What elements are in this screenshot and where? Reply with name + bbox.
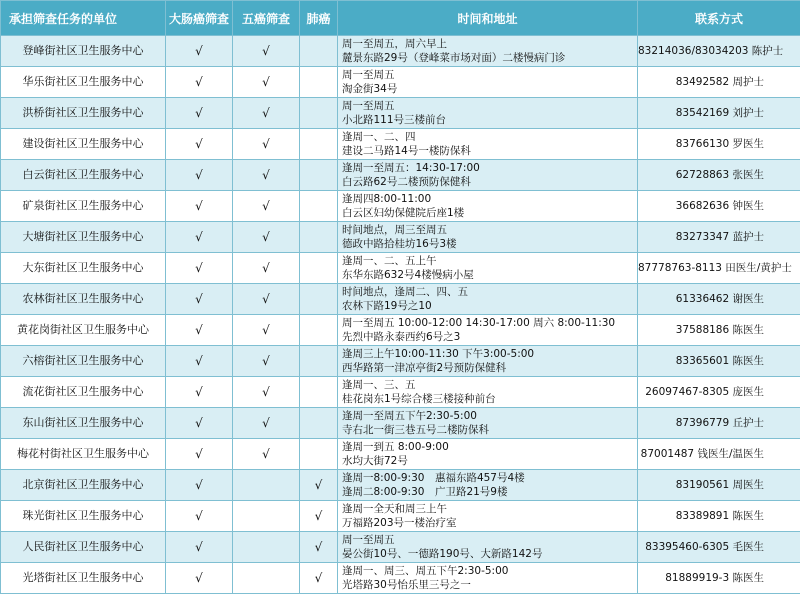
unit-name: 东山街社区卫生服务中心 bbox=[1, 408, 166, 439]
header-contact: 联系方式 bbox=[638, 1, 800, 36]
contact-info: 83492582 周护士 bbox=[638, 67, 800, 98]
address-text: 万福路203号一楼治疗室 bbox=[342, 517, 457, 529]
time-address-cell bbox=[338, 470, 638, 501]
time-address-cell bbox=[338, 563, 638, 594]
unit-name: 矿泉街社区卫生服务中心 bbox=[1, 191, 166, 222]
lung-check bbox=[300, 191, 338, 222]
time-address-cell bbox=[338, 284, 638, 315]
five-cancer-check bbox=[233, 532, 300, 563]
time-address-cell bbox=[338, 439, 638, 470]
five-cancer-check bbox=[233, 501, 300, 532]
five-cancer-check: √ bbox=[233, 315, 300, 346]
schedule-text: 时间地点，周三至周五 bbox=[342, 224, 447, 236]
contact-info: 83190561 周医生 bbox=[638, 470, 800, 501]
lung-check bbox=[300, 439, 338, 470]
contact-info: 83389891 陈医生 bbox=[638, 501, 800, 532]
unit-name: 光塔街社区卫生服务中心 bbox=[1, 563, 166, 594]
five-cancer-check: √ bbox=[233, 222, 300, 253]
header-five-cancer: 五癌筛查 bbox=[233, 1, 300, 36]
colorectal-check: √ bbox=[166, 222, 233, 253]
lung-check: √ bbox=[300, 470, 338, 501]
address-text: 白云区妇幼保健院后座1楼 bbox=[342, 207, 465, 219]
lung-check bbox=[300, 253, 338, 284]
schedule-text: 逢周一到五 8:00-9:00 bbox=[342, 441, 449, 453]
lung-check: √ bbox=[300, 501, 338, 532]
five-cancer-check: √ bbox=[233, 98, 300, 129]
time-address-cell bbox=[338, 501, 638, 532]
colorectal-check: √ bbox=[166, 346, 233, 377]
address-text: 西华路第一津凉亭街2号预防保健科 bbox=[342, 362, 507, 374]
colorectal-check: √ bbox=[166, 470, 233, 501]
schedule-text: 逢周一至周五：14:30-17:00 bbox=[342, 162, 480, 174]
five-cancer-check: √ bbox=[233, 253, 300, 284]
unit-name: 农林街社区卫生服务中心 bbox=[1, 284, 166, 315]
address-text: 德政中路拾桂坊16号3楼 bbox=[342, 238, 457, 250]
time-address-cell bbox=[338, 67, 638, 98]
unit-name: 大东街社区卫生服务中心 bbox=[1, 253, 166, 284]
colorectal-check: √ bbox=[166, 439, 233, 470]
colorectal-check: √ bbox=[166, 501, 233, 532]
table-row bbox=[1, 563, 800, 594]
lung-check bbox=[300, 222, 338, 253]
table-body bbox=[1, 36, 800, 594]
contact-info: 83214036/83034203 陈护士 bbox=[638, 36, 800, 67]
address-text: 建设二马路14号一楼防保科 bbox=[342, 145, 471, 157]
unit-name: 人民街社区卫生服务中心 bbox=[1, 532, 166, 563]
five-cancer-check: √ bbox=[233, 160, 300, 191]
table-row bbox=[1, 129, 800, 160]
colorectal-check: √ bbox=[166, 67, 233, 98]
schedule-text: 逢周一、周三、周五下午2:30-5:00 bbox=[342, 565, 509, 577]
contact-info: 87778763-8113 田医生/黄护士 bbox=[638, 253, 800, 284]
unit-name: 建设街社区卫生服务中心 bbox=[1, 129, 166, 160]
colorectal-check: √ bbox=[166, 36, 233, 67]
header-unit: 承担筛查任务的单位 bbox=[1, 1, 166, 36]
address-text: 小北路111号三楼前台 bbox=[342, 114, 447, 126]
address-text: 先烈中路永泰西约6号之3 bbox=[342, 331, 461, 343]
time-address-cell bbox=[338, 129, 638, 160]
colorectal-check: √ bbox=[166, 284, 233, 315]
contact-info: 83542169 刘护士 bbox=[638, 98, 800, 129]
colorectal-check: √ bbox=[166, 377, 233, 408]
schedule-text: 时间地点，逢周二、四、五 bbox=[342, 286, 468, 298]
five-cancer-check: √ bbox=[233, 129, 300, 160]
time-address-cell bbox=[338, 315, 638, 346]
schedule-text: 周一至周五 10:00-12:00 14:30-17:00 周六 8:00-11:30 bbox=[342, 317, 616, 329]
lung-check: √ bbox=[300, 532, 338, 563]
address-text: 晏公街10号、一德路190号、大新路142号 bbox=[342, 548, 543, 560]
table-header bbox=[1, 1, 800, 36]
time-address-cell bbox=[338, 191, 638, 222]
time-address-cell bbox=[338, 346, 638, 377]
header-row bbox=[1, 1, 800, 36]
time-address-cell bbox=[338, 160, 638, 191]
colorectal-check: √ bbox=[166, 532, 233, 563]
address-text: 寺右北一街三巷五号二楼防保科 bbox=[342, 424, 489, 436]
colorectal-check: √ bbox=[166, 129, 233, 160]
unit-name: 六榕街社区卫生服务中心 bbox=[1, 346, 166, 377]
lung-check bbox=[300, 284, 338, 315]
five-cancer-check: √ bbox=[233, 408, 300, 439]
lung-check bbox=[300, 377, 338, 408]
header-lung: 肺癌 bbox=[300, 1, 338, 36]
colorectal-check: √ bbox=[166, 191, 233, 222]
time-address-cell bbox=[338, 532, 638, 563]
five-cancer-check: √ bbox=[233, 284, 300, 315]
colorectal-check: √ bbox=[166, 315, 233, 346]
time-address-cell bbox=[338, 377, 638, 408]
time-address-cell bbox=[338, 36, 638, 67]
contact-info: 83766130 罗医生 bbox=[638, 129, 800, 160]
unit-name: 流花街社区卫生服务中心 bbox=[1, 377, 166, 408]
table-row bbox=[1, 36, 800, 67]
time-address-cell bbox=[338, 253, 638, 284]
schedule-text: 逢周一8:00-9:30 惠福东路457号4楼 bbox=[342, 472, 525, 484]
address-text: 白云路62号二楼预防保健科 bbox=[342, 176, 471, 188]
unit-name: 登峰街社区卫生服务中心 bbox=[1, 36, 166, 67]
schedule-text: 逢周一全天和周三上午 bbox=[342, 503, 447, 515]
header-time-address: 时间和地址 bbox=[338, 1, 638, 36]
table-row bbox=[1, 532, 800, 563]
table-row bbox=[1, 284, 800, 315]
address-text: 麓景东路29号（登峰菜市场对面）二楼慢病门诊 bbox=[342, 52, 566, 64]
table-row bbox=[1, 191, 800, 222]
schedule-text: 逢周一、三、五 bbox=[342, 379, 416, 391]
five-cancer-check: √ bbox=[233, 191, 300, 222]
colorectal-check: √ bbox=[166, 408, 233, 439]
address-text: 水均大街72号 bbox=[342, 455, 408, 467]
five-cancer-check: √ bbox=[233, 36, 300, 67]
contact-info: 83365601 陈医生 bbox=[638, 346, 800, 377]
lung-check bbox=[300, 315, 338, 346]
address-text: 逢周二8:00-9:30 广卫路21号9楼 bbox=[342, 486, 508, 498]
table-row bbox=[1, 160, 800, 191]
table-row bbox=[1, 408, 800, 439]
table-row bbox=[1, 470, 800, 501]
five-cancer-check: √ bbox=[233, 377, 300, 408]
lung-check bbox=[300, 408, 338, 439]
contact-info: 83273347 蓝护士 bbox=[638, 222, 800, 253]
schedule-text: 周一至周五 bbox=[342, 69, 395, 81]
schedule-text: 逢周三上午10:00-11:30 下午3:00-5:00 bbox=[342, 348, 535, 360]
five-cancer-check: √ bbox=[233, 67, 300, 98]
lung-check bbox=[300, 129, 338, 160]
lung-check bbox=[300, 346, 338, 377]
colorectal-check: √ bbox=[166, 563, 233, 594]
lung-check bbox=[300, 67, 338, 98]
five-cancer-check bbox=[233, 470, 300, 501]
time-address-cell bbox=[338, 408, 638, 439]
table-row bbox=[1, 439, 800, 470]
contact-info: 61336462 谢医生 bbox=[638, 284, 800, 315]
schedule-text: 逢周一、二、四 bbox=[342, 131, 416, 143]
time-address-cell bbox=[338, 98, 638, 129]
lung-check bbox=[300, 98, 338, 129]
contact-info: 81889919-3 陈医生 bbox=[638, 563, 800, 594]
unit-name: 华乐街社区卫生服务中心 bbox=[1, 67, 166, 98]
colorectal-check: √ bbox=[166, 253, 233, 284]
unit-name: 梅花村街社区卫生服务中心 bbox=[1, 439, 166, 470]
five-cancer-check bbox=[233, 563, 300, 594]
table-row bbox=[1, 346, 800, 377]
contact-info: 87001487 钱医生/温医生 bbox=[638, 439, 800, 470]
contact-info: 62728863 张医生 bbox=[638, 160, 800, 191]
contact-info: 26097467-8305 庞医生 bbox=[638, 377, 800, 408]
schedule-text: 逢周一、二、五上午 bbox=[342, 255, 437, 267]
schedule-text: 周一至周五，周六早上 bbox=[342, 38, 447, 50]
schedule-text: 逢周四8:00-11:00 bbox=[342, 193, 432, 205]
contact-info: 87396779 丘护士 bbox=[638, 408, 800, 439]
table-row bbox=[1, 253, 800, 284]
address-text: 桂花岗东1号综合楼三楼接种前台 bbox=[342, 393, 496, 405]
header-colorectal: 大肠癌筛查 bbox=[166, 1, 233, 36]
colorectal-check: √ bbox=[166, 160, 233, 191]
table-row bbox=[1, 98, 800, 129]
five-cancer-check: √ bbox=[233, 439, 300, 470]
address-text: 农林下路19号之10 bbox=[342, 300, 432, 312]
schedule-text: 周一至周五 bbox=[342, 100, 395, 112]
unit-name: 白云街社区卫生服务中心 bbox=[1, 160, 166, 191]
unit-name: 黄花岗街社区卫生服务中心 bbox=[1, 315, 166, 346]
schedule-text: 周一至周五 bbox=[342, 534, 395, 546]
unit-name: 大塘街社区卫生服务中心 bbox=[1, 222, 166, 253]
unit-name: 北京街社区卫生服务中心 bbox=[1, 470, 166, 501]
lung-check: √ bbox=[300, 563, 338, 594]
contact-info: 36682636 钟医生 bbox=[638, 191, 800, 222]
contact-info: 83395460-6305 毛医生 bbox=[638, 532, 800, 563]
lung-check bbox=[300, 160, 338, 191]
unit-name: 洪桥街社区卫生服务中心 bbox=[1, 98, 166, 129]
table-row bbox=[1, 501, 800, 532]
address-text: 光塔路30号怡乐里三号之一 bbox=[342, 579, 471, 591]
lung-check bbox=[300, 36, 338, 67]
address-text: 东华东路632号4楼慢病小屋 bbox=[342, 269, 474, 281]
contact-info: 37588186 陈医生 bbox=[638, 315, 800, 346]
table-row bbox=[1, 377, 800, 408]
table-row bbox=[1, 67, 800, 98]
five-cancer-check: √ bbox=[233, 346, 300, 377]
unit-name: 珠光街社区卫生服务中心 bbox=[1, 501, 166, 532]
time-address-cell bbox=[338, 222, 638, 253]
table-row bbox=[1, 315, 800, 346]
table-row bbox=[1, 222, 800, 253]
schedule-text: 逢周一至周五下午2:30-5:00 bbox=[342, 410, 477, 422]
address-text: 淘金街34号 bbox=[342, 83, 398, 95]
colorectal-check: √ bbox=[166, 98, 233, 129]
